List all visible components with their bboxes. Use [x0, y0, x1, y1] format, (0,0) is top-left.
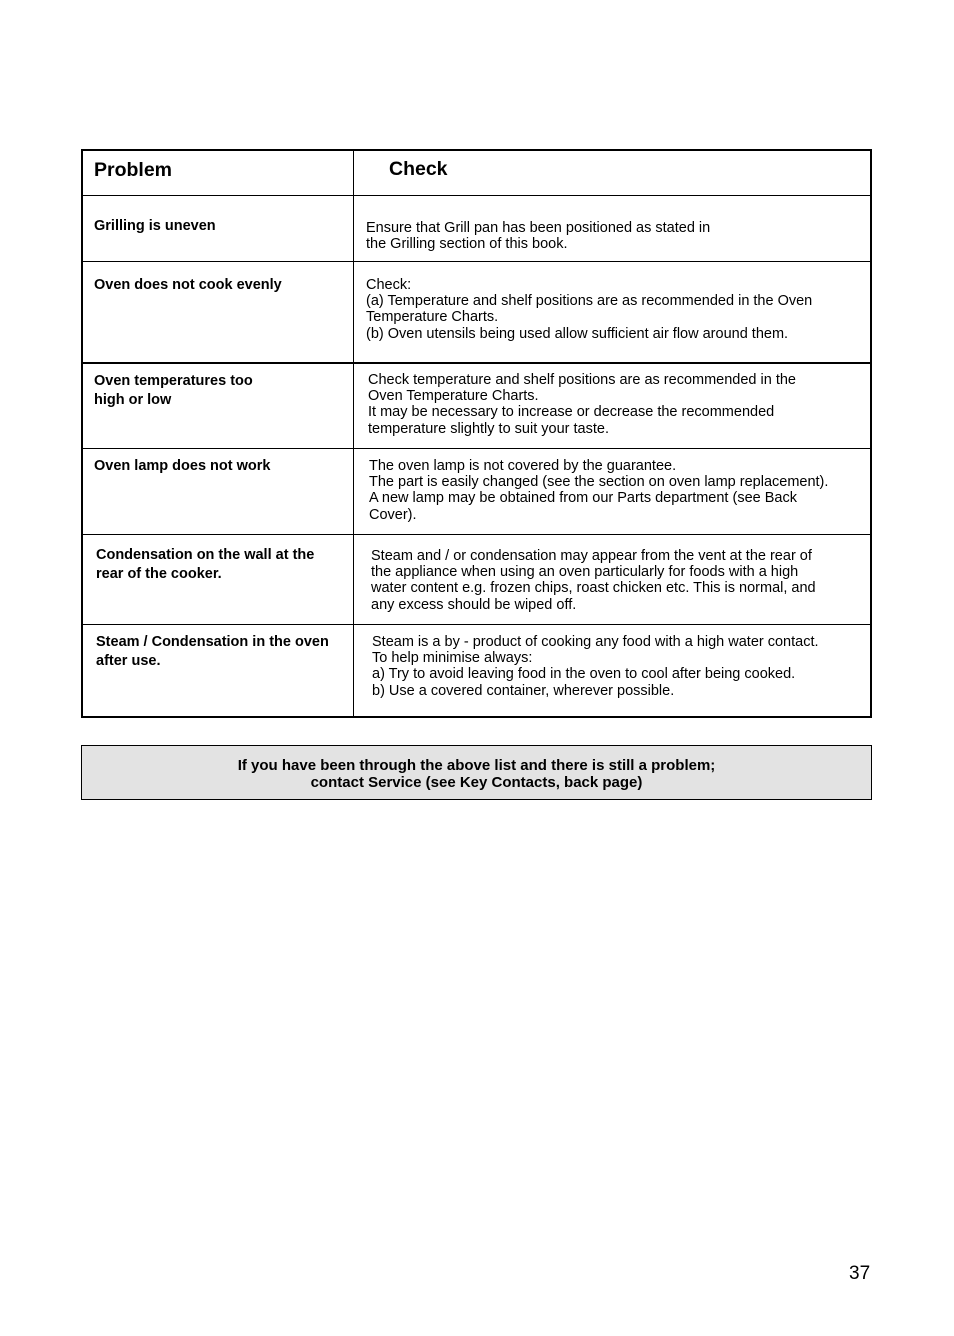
check-cell: Steam and / or condensation may appear from the vent at the rear of the appliance when using an oven particularly for foods with a high water content e.g. frozen chips, roast chicken etc. This is normal, and any excess should be wiped off.	[371, 548, 816, 613]
page-number: 37	[849, 1263, 871, 1284]
table-row	[83, 534, 870, 624]
table-row	[83, 624, 870, 716]
problem-cell: Condensation on the wall at the rear of the cooker.	[96, 547, 315, 582]
table-row	[83, 448, 870, 534]
problem-column-header: Problem	[94, 159, 173, 181]
problem-cell: Steam / Condensation in the oven after use.	[96, 634, 329, 669]
check-column-header: Check	[389, 158, 448, 180]
check-cell: Check: (a) Temperature and shelf positions are as recommended in the Oven Temperature Charts. (b) Oven utensils being used allow sufficient air flow around them.	[366, 277, 813, 342]
problem-cell: Oven lamp does not work	[94, 458, 271, 474]
note-line-1: If you have been through the above list and there is still a problem;	[237, 757, 716, 774]
table-header-row	[83, 151, 870, 195]
table-row	[83, 261, 870, 362]
problem-cell: Oven temperatures too high or low	[94, 373, 253, 408]
check-cell: The oven lamp is not covered by the guarantee. The part is easily changed (see the section on oven lamp replacement). A new lamp may be obtained from our Parts department (see Back Cover).	[369, 458, 829, 523]
note-line-2: contact Service (see Key Contacts, back page)	[310, 774, 643, 791]
service-contact-note	[81, 745, 872, 800]
table-row	[83, 195, 870, 261]
problem-cell: Grilling is uneven	[94, 218, 216, 234]
check-cell: Ensure that Grill pan has been positioned as stated in the Grilling section of this book.	[366, 220, 711, 253]
check-cell: Check temperature and shelf positions are as recommended in the Oven Temperature Charts. It may be necessary to increase or decrease the recommended temperature slightly to suit your taste.	[368, 372, 796, 437]
troubleshooting-table	[81, 149, 872, 718]
check-cell: Steam is a by - product of cooking any food with a high water contact. To help minimise always: a) Try to avoid leaving food in the oven to cool after being cooked. b) Use a covered container, wherever possible.	[372, 634, 819, 699]
problem-cell: Oven does not cook evenly	[94, 277, 282, 293]
table-row	[83, 362, 870, 448]
